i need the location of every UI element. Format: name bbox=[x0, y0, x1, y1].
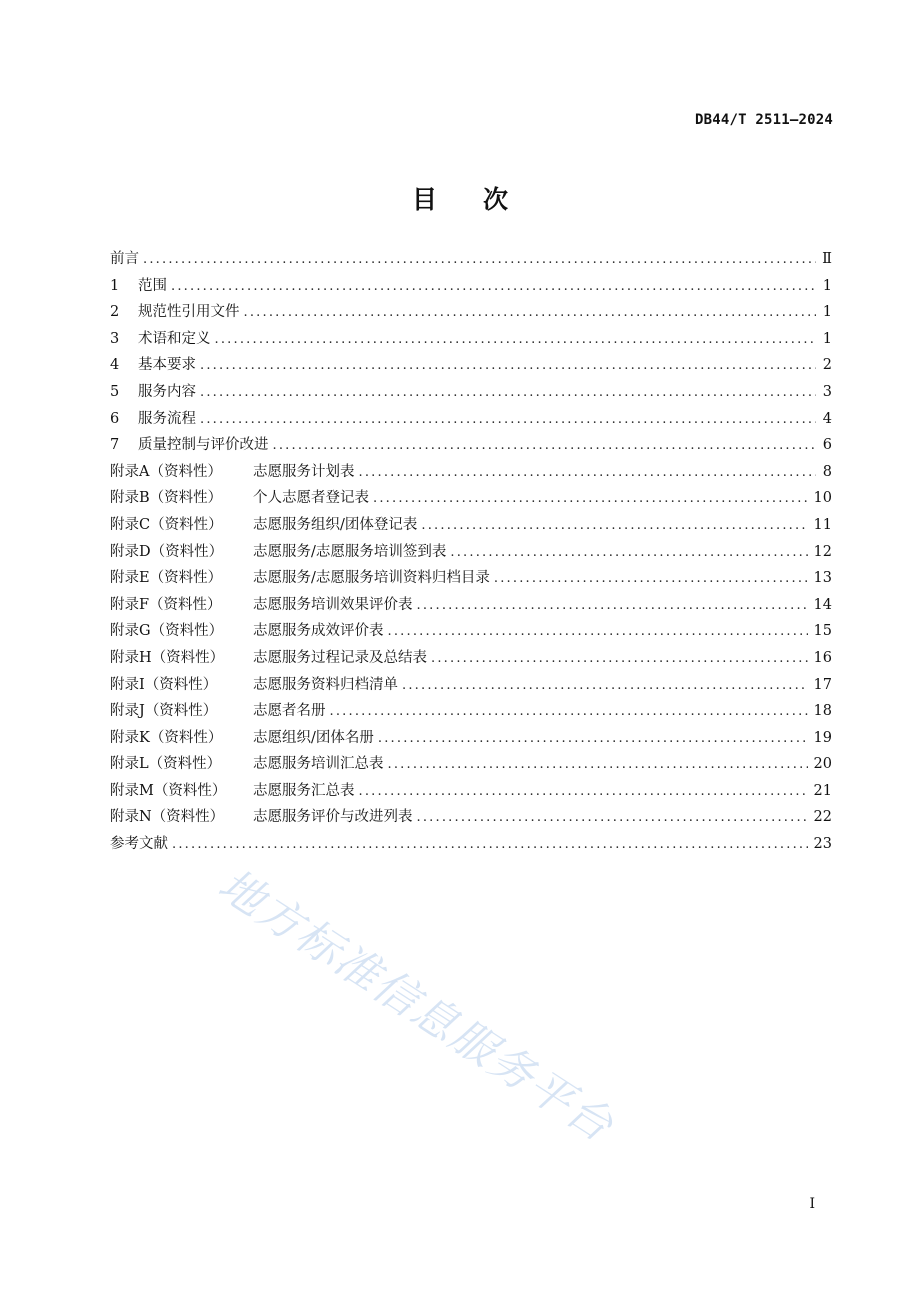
toc-entry-label: 服务流程 bbox=[138, 410, 196, 427]
leader-dots bbox=[417, 593, 808, 620]
leader-dots bbox=[417, 805, 808, 832]
toc-entry-page: 10 bbox=[813, 490, 832, 507]
toc-appendix-b[interactable] bbox=[110, 485, 832, 512]
toc-entry-label: 志愿者名册 bbox=[253, 703, 326, 720]
table-of-contents bbox=[110, 246, 832, 858]
leader-dots bbox=[171, 274, 816, 301]
appendix-id: 附录H（资料性） bbox=[110, 649, 225, 666]
leader-dots bbox=[431, 646, 808, 673]
leader-dots bbox=[450, 540, 807, 567]
toc-entry-number: 4 bbox=[110, 357, 120, 374]
toc-appendix-l[interactable] bbox=[110, 751, 832, 778]
toc-entry-page: 6 bbox=[822, 437, 832, 454]
leader-dots bbox=[244, 300, 817, 327]
appendix-id: 附录M（资料性） bbox=[110, 782, 227, 799]
leader-dots bbox=[402, 673, 808, 700]
toc-appendix-k[interactable] bbox=[110, 725, 832, 752]
leader-dots bbox=[200, 380, 816, 407]
leader-dots bbox=[172, 832, 808, 859]
toc-entry-page: 16 bbox=[813, 649, 832, 666]
appendix-id: 附录I（资料性） bbox=[110, 676, 218, 693]
toc-entry-page: 19 bbox=[813, 729, 832, 746]
toc-entry-page: 20 bbox=[813, 756, 832, 773]
leader-dots bbox=[200, 353, 816, 380]
toc-entry-label: 前言 bbox=[110, 251, 139, 267]
leader-dots bbox=[143, 247, 816, 274]
toc-entry-page: 18 bbox=[813, 703, 832, 720]
toc-entry-label: 术语和定义 bbox=[138, 330, 211, 347]
toc-entry-number: 5 bbox=[110, 383, 120, 400]
toc-appendix-g[interactable] bbox=[110, 618, 832, 645]
page-title bbox=[0, 180, 920, 216]
appendix-id: 附录E（资料性） bbox=[110, 570, 223, 587]
toc-entry-page: 12 bbox=[813, 543, 832, 560]
toc-entry-label: 志愿服务组织/团体登记表 bbox=[253, 516, 418, 533]
toc-entry-page: 2 bbox=[822, 357, 832, 374]
leader-dots bbox=[273, 433, 817, 460]
appendix-id: 附录B（资料性） bbox=[110, 490, 223, 507]
toc-entry-page: 23 bbox=[813, 836, 832, 853]
toc-entry-number: 2 bbox=[110, 304, 120, 321]
toc-entry-page: 4 bbox=[822, 410, 832, 427]
toc-entry-5[interactable] bbox=[110, 379, 832, 406]
toc-entry-label: 志愿服务过程记录及总结表 bbox=[253, 649, 427, 666]
appendix-id: 附录C（资料性） bbox=[110, 516, 223, 533]
toc-entry-page: 22 bbox=[813, 809, 832, 826]
toc-appendix-i[interactable] bbox=[110, 672, 832, 699]
toc-appendix-c[interactable] bbox=[110, 512, 832, 539]
toc-entry-label: 志愿服务成效评价表 bbox=[253, 623, 384, 640]
toc-entry-label: 个人志愿者登记表 bbox=[253, 490, 369, 507]
toc-entry-page: 11 bbox=[813, 516, 832, 533]
document-code: DB44/T 2511—2024 bbox=[694, 112, 833, 128]
leader-dots bbox=[373, 486, 808, 513]
toc-entry-7[interactable] bbox=[110, 432, 832, 459]
toc-entry-page: 1 bbox=[822, 277, 832, 294]
toc-entry-references[interactable] bbox=[110, 831, 832, 858]
toc-entry-4[interactable] bbox=[110, 352, 832, 379]
toc-entry-page: 15 bbox=[813, 623, 832, 640]
toc-entry-label: 质量控制与评价改进 bbox=[138, 437, 269, 454]
toc-entry-page: 17 bbox=[813, 676, 832, 693]
footer-page-number: I bbox=[809, 1196, 815, 1212]
toc-entry-page: 3 bbox=[822, 383, 832, 400]
toc-entry-foreword[interactable] bbox=[110, 246, 832, 273]
leader-dots bbox=[200, 407, 816, 434]
leader-dots bbox=[378, 726, 808, 753]
appendix-id: 附录F（资料性） bbox=[110, 596, 222, 613]
toc-appendix-j[interactable] bbox=[110, 698, 832, 725]
toc-entry-page: 14 bbox=[813, 596, 832, 613]
appendix-id: 附录J（资料性） bbox=[110, 703, 218, 720]
appendix-id: 附录K（资料性） bbox=[110, 729, 223, 746]
toc-appendix-m[interactable] bbox=[110, 778, 832, 805]
toc-entry-label: 基本要求 bbox=[138, 357, 196, 374]
leader-dots bbox=[215, 327, 817, 354]
toc-entry-page: 1 bbox=[822, 330, 832, 347]
toc-appendix-d[interactable] bbox=[110, 539, 832, 566]
toc-appendix-a[interactable] bbox=[110, 459, 832, 486]
toc-entry-label: 志愿服务汇总表 bbox=[253, 782, 355, 799]
toc-entry-6[interactable] bbox=[110, 406, 832, 433]
toc-entry-label: 志愿服务培训效果评价表 bbox=[253, 596, 413, 613]
toc-entry-label: 服务内容 bbox=[138, 383, 196, 400]
appendix-id: 附录G（资料性） bbox=[110, 623, 224, 640]
leader-dots bbox=[388, 619, 808, 646]
toc-entry-number: 7 bbox=[110, 437, 120, 454]
leader-dots bbox=[359, 460, 817, 487]
title-char-1: 目 bbox=[411, 185, 437, 214]
toc-entry-label: 志愿服务培训汇总表 bbox=[253, 756, 384, 773]
leader-dots bbox=[330, 699, 808, 726]
leader-dots bbox=[494, 566, 808, 593]
toc-entry-label: 范围 bbox=[138, 277, 167, 294]
toc-entry-label: 志愿服务/志愿服务培训签到表 bbox=[253, 543, 447, 560]
toc-entry-label: 规范性引用文件 bbox=[138, 304, 240, 321]
toc-entry-label: 志愿组织/团体名册 bbox=[253, 729, 374, 746]
leader-dots bbox=[421, 513, 807, 540]
toc-entry-number: 3 bbox=[110, 330, 120, 347]
toc-entry-page: 13 bbox=[813, 570, 832, 587]
toc-entry-number: 6 bbox=[110, 410, 120, 427]
toc-entry-page: 21 bbox=[813, 782, 832, 799]
toc-entry-3[interactable] bbox=[110, 326, 832, 353]
watermark: 地方标准信息服务平台 bbox=[209, 859, 623, 1153]
appendix-id: 附录N（资料性） bbox=[110, 809, 225, 826]
toc-appendix-f[interactable] bbox=[110, 592, 832, 619]
toc-entry-label: 参考文献 bbox=[110, 836, 168, 853]
title-char-2: 次 bbox=[483, 185, 509, 214]
appendix-id: 附录A（资料性） bbox=[110, 463, 222, 480]
toc-appendix-h[interactable] bbox=[110, 645, 832, 672]
toc-entry-number: 1 bbox=[110, 277, 120, 294]
toc-entry-label: 志愿服务计划表 bbox=[253, 463, 355, 480]
toc-entry-page: 1 bbox=[822, 304, 832, 321]
toc-entry-1[interactable] bbox=[110, 273, 832, 300]
appendix-id: 附录L（资料性） bbox=[110, 756, 222, 773]
toc-entry-label: 志愿服务资料归档清单 bbox=[253, 676, 398, 693]
toc-entry-label: 志愿服务/志愿服务培训资料归档目录 bbox=[253, 570, 490, 587]
toc-entry-label: 志愿服务评价与改进列表 bbox=[253, 809, 413, 826]
leader-dots bbox=[388, 752, 808, 779]
toc-entry-page: Ⅱ bbox=[822, 251, 832, 267]
toc-appendix-n[interactable] bbox=[110, 804, 832, 831]
leader-dots bbox=[359, 779, 808, 806]
toc-appendix-e[interactable] bbox=[110, 565, 832, 592]
toc-entry-page: 8 bbox=[822, 463, 832, 480]
appendix-id: 附录D（资料性） bbox=[110, 543, 224, 560]
toc-entry-2[interactable] bbox=[110, 299, 832, 326]
